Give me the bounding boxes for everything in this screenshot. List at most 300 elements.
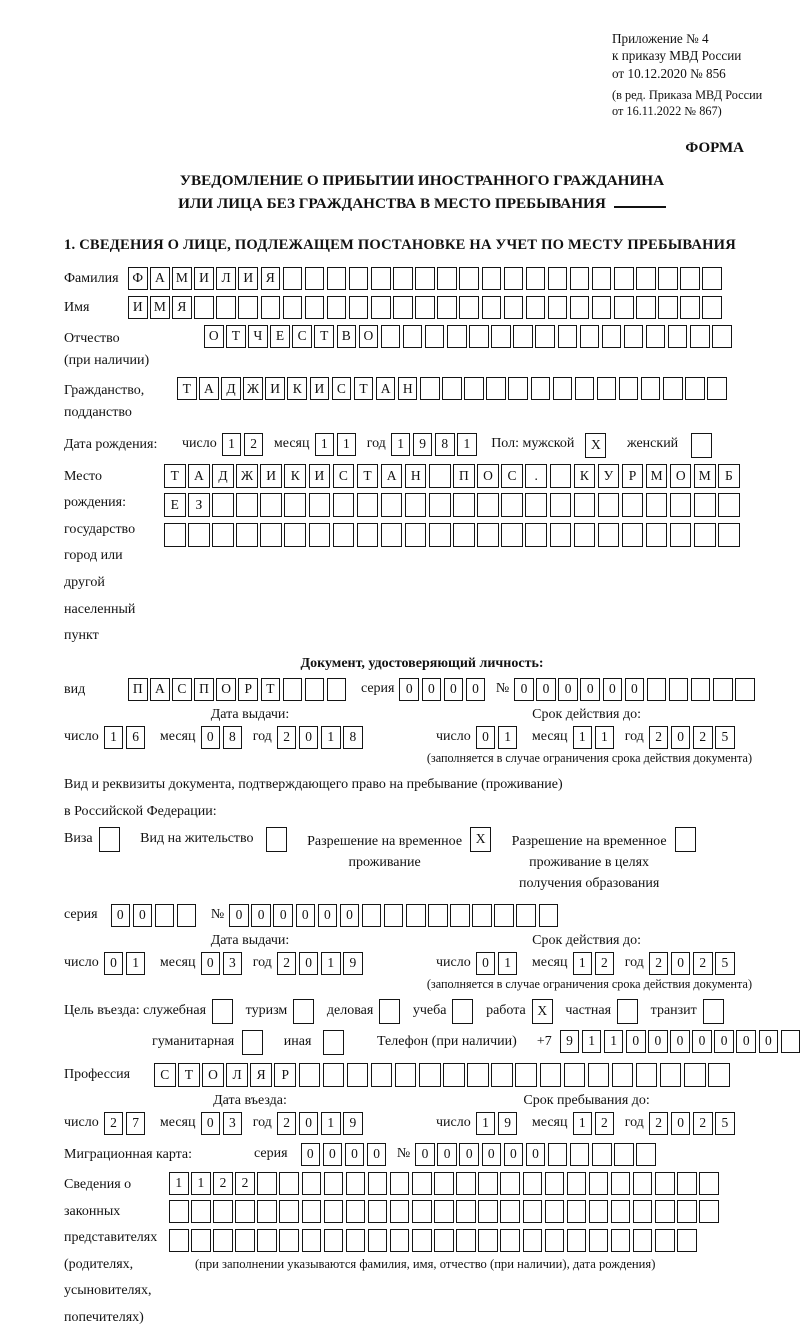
char-cell[interactable] <box>242 1030 263 1055</box>
sex-male-checkbox[interactable] <box>585 433 609 458</box>
char-cell[interactable] <box>694 523 716 547</box>
char-cell[interactable]: 0 <box>514 678 534 701</box>
char-cell[interactable]: 1 <box>104 726 124 749</box>
char-cell[interactable]: 2 <box>244 433 264 456</box>
char-cell[interactable] <box>346 1229 366 1252</box>
char-cell[interactable]: 0 <box>399 678 419 701</box>
char-cell[interactable] <box>718 523 740 547</box>
stay-year-input[interactable] <box>649 1112 737 1135</box>
char-cell[interactable] <box>357 493 379 517</box>
char-cell[interactable]: А <box>188 464 210 488</box>
char-cell[interactable]: 2 <box>213 1172 233 1195</box>
char-cell[interactable] <box>592 1143 612 1166</box>
char-cell[interactable]: 0 <box>299 726 319 749</box>
char-cell[interactable]: Д <box>221 377 241 400</box>
char-cell[interactable] <box>660 1063 682 1087</box>
char-cell[interactable] <box>592 267 612 290</box>
char-cell[interactable]: 1 <box>573 1112 593 1135</box>
temp-permit-checkbox[interactable] <box>470 827 494 852</box>
char-cell[interactable] <box>452 999 473 1024</box>
char-cell[interactable] <box>504 296 524 319</box>
char-cell[interactable] <box>346 1172 366 1195</box>
representatives-row3-input[interactable] <box>169 1229 721 1252</box>
char-cell[interactable] <box>658 296 678 319</box>
char-cell[interactable] <box>434 1172 454 1195</box>
char-cell[interactable]: 0 <box>648 1030 668 1053</box>
char-cell[interactable]: Т <box>164 464 186 488</box>
char-cell[interactable] <box>567 1200 587 1223</box>
char-cell[interactable] <box>491 1063 513 1087</box>
char-cell[interactable]: Л <box>216 267 236 290</box>
char-cell[interactable]: Ж <box>236 464 258 488</box>
char-cell[interactable] <box>216 296 236 319</box>
char-cell[interactable] <box>279 1172 299 1195</box>
char-cell[interactable]: Т <box>226 325 246 348</box>
char-cell[interactable] <box>622 493 644 517</box>
stay-month-input[interactable] <box>573 1112 617 1135</box>
char-cell[interactable] <box>478 1229 498 1252</box>
char-cell[interactable] <box>636 267 656 290</box>
char-cell[interactable] <box>302 1229 322 1252</box>
char-cell[interactable]: О <box>359 325 379 348</box>
char-cell[interactable] <box>467 1063 489 1087</box>
char-cell[interactable] <box>434 1200 454 1223</box>
char-cell[interactable] <box>428 904 448 927</box>
char-cell[interactable] <box>324 1172 344 1195</box>
char-cell[interactable]: 0 <box>626 1030 646 1053</box>
char-cell[interactable] <box>494 904 514 927</box>
char-cell[interactable] <box>429 493 451 517</box>
purpose-work-checkbox[interactable] <box>532 999 556 1024</box>
char-cell[interactable]: И <box>238 267 258 290</box>
char-cell[interactable] <box>459 296 479 319</box>
char-cell[interactable] <box>636 1063 658 1087</box>
id-valid-year-input[interactable] <box>649 726 737 749</box>
char-cell[interactable] <box>257 1229 277 1252</box>
char-cell[interactable] <box>456 1200 476 1223</box>
char-cell[interactable] <box>589 1172 609 1195</box>
char-cell[interactable] <box>453 493 475 517</box>
char-cell[interactable] <box>535 325 555 348</box>
char-cell[interactable] <box>393 267 413 290</box>
char-cell[interactable]: 0 <box>670 1030 690 1053</box>
char-cell[interactable] <box>213 1229 233 1252</box>
char-cell[interactable]: 0 <box>580 678 600 701</box>
char-cell[interactable] <box>260 523 282 547</box>
char-cell[interactable] <box>420 377 440 400</box>
char-cell[interactable] <box>633 1200 653 1223</box>
char-cell[interactable]: X <box>585 433 606 458</box>
char-cell[interactable] <box>677 1200 697 1223</box>
char-cell[interactable] <box>191 1200 211 1223</box>
char-cell[interactable]: 0 <box>466 678 486 701</box>
char-cell[interactable]: И <box>310 377 330 400</box>
char-cell[interactable]: 0 <box>625 678 645 701</box>
char-cell[interactable]: И <box>128 296 148 319</box>
char-cell[interactable]: С <box>333 464 355 488</box>
char-cell[interactable] <box>592 296 612 319</box>
char-cell[interactable] <box>574 493 596 517</box>
char-cell[interactable]: 1 <box>573 726 593 749</box>
char-cell[interactable] <box>469 325 489 348</box>
char-cell[interactable]: 1 <box>391 433 411 456</box>
char-cell[interactable] <box>663 377 683 400</box>
char-cell[interactable] <box>384 904 404 927</box>
char-cell[interactable]: 5 <box>715 952 735 975</box>
char-cell[interactable] <box>712 325 732 348</box>
char-cell[interactable]: 0 <box>111 904 131 927</box>
char-cell[interactable]: Я <box>250 1063 272 1087</box>
char-cell[interactable] <box>523 1200 543 1223</box>
representatives-row1-input[interactable] <box>169 1172 721 1195</box>
char-cell[interactable] <box>680 267 700 290</box>
char-cell[interactable]: 1 <box>595 726 615 749</box>
char-cell[interactable] <box>580 325 600 348</box>
char-cell[interactable] <box>212 523 234 547</box>
id-doc-type-input[interactable] <box>128 678 349 701</box>
char-cell[interactable] <box>283 296 303 319</box>
char-cell[interactable] <box>212 493 234 517</box>
char-cell[interactable] <box>327 678 347 701</box>
char-cell[interactable] <box>691 678 711 701</box>
char-cell[interactable] <box>257 1200 277 1223</box>
char-cell[interactable] <box>357 523 379 547</box>
char-cell[interactable] <box>501 493 523 517</box>
char-cell[interactable] <box>633 1229 653 1252</box>
char-cell[interactable] <box>235 1200 255 1223</box>
char-cell[interactable]: 0 <box>692 1030 712 1053</box>
char-cell[interactable] <box>646 325 666 348</box>
char-cell[interactable]: С <box>154 1063 176 1087</box>
char-cell[interactable]: 2 <box>104 1112 124 1135</box>
char-cell[interactable] <box>617 999 638 1024</box>
char-cell[interactable]: С <box>292 325 312 348</box>
char-cell[interactable] <box>381 523 403 547</box>
char-cell[interactable]: 2 <box>649 726 669 749</box>
char-cell[interactable]: П <box>194 678 214 701</box>
char-cell[interactable]: 1 <box>169 1172 189 1195</box>
edu-permit-checkbox[interactable] <box>675 827 699 852</box>
permit-number-input[interactable] <box>229 904 560 927</box>
char-cell[interactable] <box>177 904 197 927</box>
char-cell[interactable] <box>677 1172 697 1195</box>
char-cell[interactable]: Р <box>238 678 258 701</box>
char-cell[interactable] <box>309 493 331 517</box>
char-cell[interactable] <box>668 325 688 348</box>
char-cell[interactable] <box>456 1172 476 1195</box>
char-cell[interactable]: 3 <box>223 952 243 975</box>
char-cell[interactable]: 0 <box>296 904 316 927</box>
char-cell[interactable]: 2 <box>649 1112 669 1135</box>
char-cell[interactable]: У <box>598 464 620 488</box>
char-cell[interactable] <box>504 267 524 290</box>
char-cell[interactable]: З <box>188 493 210 517</box>
char-cell[interactable] <box>415 296 435 319</box>
char-cell[interactable] <box>539 904 559 927</box>
char-cell[interactable]: О <box>670 464 692 488</box>
char-cell[interactable] <box>284 493 306 517</box>
char-cell[interactable] <box>598 493 620 517</box>
char-cell[interactable] <box>459 267 479 290</box>
char-cell[interactable]: 1 <box>191 1172 211 1195</box>
char-cell[interactable]: 0 <box>340 904 360 927</box>
char-cell[interactable] <box>238 296 258 319</box>
char-cell[interactable] <box>500 1172 520 1195</box>
char-cell[interactable]: 9 <box>560 1030 580 1053</box>
char-cell[interactable] <box>558 325 578 348</box>
char-cell[interactable] <box>655 1229 675 1252</box>
char-cell[interactable] <box>548 296 568 319</box>
birthplace-row2-input[interactable] <box>164 493 742 517</box>
char-cell[interactable] <box>155 904 175 927</box>
char-cell[interactable] <box>260 493 282 517</box>
char-cell[interactable]: Е <box>270 325 290 348</box>
char-cell[interactable] <box>478 1200 498 1223</box>
permit-valid-month-input[interactable] <box>573 952 617 975</box>
char-cell[interactable] <box>362 904 382 927</box>
char-cell[interactable] <box>707 377 727 400</box>
birth-day-input[interactable] <box>222 433 266 456</box>
char-cell[interactable]: 1 <box>126 952 146 975</box>
char-cell[interactable]: И <box>265 377 285 400</box>
char-cell[interactable] <box>412 1200 432 1223</box>
char-cell[interactable]: 0 <box>671 952 691 975</box>
char-cell[interactable] <box>545 1172 565 1195</box>
char-cell[interactable] <box>670 523 692 547</box>
permit-valid-day-input[interactable] <box>476 952 520 975</box>
char-cell[interactable]: 0 <box>201 726 221 749</box>
char-cell[interactable]: . <box>525 464 547 488</box>
char-cell[interactable] <box>525 523 547 547</box>
char-cell[interactable]: И <box>260 464 282 488</box>
char-cell[interactable] <box>633 1172 653 1195</box>
char-cell[interactable] <box>699 1172 719 1195</box>
char-cell[interactable]: 6 <box>126 726 146 749</box>
char-cell[interactable]: 0 <box>476 952 496 975</box>
char-cell[interactable] <box>540 1063 562 1087</box>
char-cell[interactable] <box>553 377 573 400</box>
birth-month-input[interactable] <box>315 433 359 456</box>
id-issue-day-input[interactable] <box>104 726 148 749</box>
char-cell[interactable]: 1 <box>337 433 357 456</box>
char-cell[interactable] <box>405 493 427 517</box>
char-cell[interactable] <box>327 267 347 290</box>
char-cell[interactable] <box>434 1229 454 1252</box>
char-cell[interactable]: Ф <box>128 267 148 290</box>
char-cell[interactable] <box>191 1229 211 1252</box>
char-cell[interactable] <box>548 1143 568 1166</box>
char-cell[interactable]: 2 <box>595 1112 615 1135</box>
purpose-transit-checkbox[interactable] <box>703 999 727 1024</box>
char-cell[interactable] <box>570 267 590 290</box>
char-cell[interactable] <box>323 1030 344 1055</box>
char-cell[interactable]: Е <box>164 493 186 517</box>
char-cell[interactable]: 2 <box>235 1172 255 1195</box>
stay-day-input[interactable] <box>476 1112 520 1135</box>
entry-year-input[interactable] <box>277 1112 365 1135</box>
char-cell[interactable]: 0 <box>482 1143 502 1166</box>
char-cell[interactable]: 1 <box>321 726 341 749</box>
char-cell[interactable]: М <box>646 464 668 488</box>
purpose-private-checkbox[interactable] <box>617 999 641 1024</box>
char-cell[interactable]: К <box>574 464 596 488</box>
char-cell[interactable] <box>636 1143 656 1166</box>
char-cell[interactable] <box>302 1200 322 1223</box>
char-cell[interactable] <box>691 433 712 458</box>
char-cell[interactable] <box>523 1172 543 1195</box>
char-cell[interactable] <box>598 523 620 547</box>
sex-female-checkbox[interactable] <box>691 433 715 458</box>
char-cell[interactable]: Р <box>274 1063 296 1087</box>
char-cell[interactable]: А <box>150 678 170 701</box>
char-cell[interactable]: 1 <box>582 1030 602 1053</box>
char-cell[interactable] <box>390 1172 410 1195</box>
char-cell[interactable] <box>279 1229 299 1252</box>
char-cell[interactable]: С <box>501 464 523 488</box>
char-cell[interactable] <box>347 1063 369 1087</box>
purpose-humanitarian-checkbox[interactable] <box>242 1030 266 1055</box>
char-cell[interactable] <box>675 827 696 852</box>
char-cell[interactable]: 0 <box>301 1143 321 1166</box>
char-cell[interactable] <box>283 267 303 290</box>
permit-issue-year-input[interactable] <box>277 952 365 975</box>
purpose-business-checkbox[interactable] <box>212 999 236 1024</box>
char-cell[interactable] <box>575 377 595 400</box>
char-cell[interactable] <box>670 493 692 517</box>
char-cell[interactable]: X <box>532 999 553 1024</box>
char-cell[interactable]: 1 <box>498 952 518 975</box>
char-cell[interactable] <box>699 1200 719 1223</box>
char-cell[interactable] <box>646 493 668 517</box>
char-cell[interactable] <box>703 999 724 1024</box>
char-cell[interactable] <box>456 1229 476 1252</box>
char-cell[interactable] <box>564 1063 586 1087</box>
char-cell[interactable] <box>624 325 644 348</box>
char-cell[interactable] <box>266 827 287 852</box>
char-cell[interactable]: А <box>381 464 403 488</box>
char-cell[interactable]: 1 <box>315 433 335 456</box>
char-cell[interactable]: Т <box>177 377 197 400</box>
char-cell[interactable] <box>368 1229 388 1252</box>
char-cell[interactable] <box>513 325 533 348</box>
char-cell[interactable] <box>570 1143 590 1166</box>
char-cell[interactable]: 9 <box>343 1112 363 1135</box>
char-cell[interactable] <box>324 1200 344 1223</box>
char-cell[interactable] <box>429 523 451 547</box>
char-cell[interactable] <box>614 296 634 319</box>
char-cell[interactable] <box>611 1172 631 1195</box>
char-cell[interactable] <box>702 267 722 290</box>
char-cell[interactable]: А <box>199 377 219 400</box>
permit-issue-month-input[interactable] <box>201 952 245 975</box>
char-cell[interactable] <box>235 1229 255 1252</box>
char-cell[interactable] <box>442 377 462 400</box>
char-cell[interactable]: 0 <box>536 678 556 701</box>
permit-issue-day-input[interactable] <box>104 952 148 975</box>
char-cell[interactable] <box>669 678 689 701</box>
char-cell[interactable]: 0 <box>201 952 221 975</box>
char-cell[interactable]: 7 <box>126 1112 146 1135</box>
char-cell[interactable]: 1 <box>457 433 477 456</box>
char-cell[interactable] <box>169 1200 189 1223</box>
char-cell[interactable] <box>99 827 120 852</box>
char-cell[interactable]: 0 <box>299 1112 319 1135</box>
char-cell[interactable] <box>567 1172 587 1195</box>
char-cell[interactable]: 0 <box>318 904 338 927</box>
citizenship-input[interactable] <box>177 377 729 400</box>
char-cell[interactable] <box>589 1200 609 1223</box>
char-cell[interactable] <box>477 523 499 547</box>
char-cell[interactable] <box>299 1063 321 1087</box>
char-cell[interactable]: Б <box>718 464 740 488</box>
char-cell[interactable] <box>545 1229 565 1252</box>
char-cell[interactable] <box>570 296 590 319</box>
char-cell[interactable]: С <box>172 678 192 701</box>
char-cell[interactable]: Т <box>178 1063 200 1087</box>
char-cell[interactable] <box>523 1229 543 1252</box>
char-cell[interactable] <box>525 493 547 517</box>
char-cell[interactable] <box>478 1172 498 1195</box>
char-cell[interactable] <box>611 1200 631 1223</box>
char-cell[interactable] <box>508 377 528 400</box>
char-cell[interactable] <box>390 1200 410 1223</box>
char-cell[interactable]: Д <box>212 464 234 488</box>
char-cell[interactable] <box>690 325 710 348</box>
char-cell[interactable]: 2 <box>649 952 669 975</box>
char-cell[interactable]: Н <box>405 464 427 488</box>
char-cell[interactable]: 1 <box>222 433 242 456</box>
char-cell[interactable]: 8 <box>223 726 243 749</box>
birthplace-row1-input[interactable] <box>164 464 742 488</box>
char-cell[interactable]: Я <box>261 267 281 290</box>
char-cell[interactable] <box>419 1063 441 1087</box>
char-cell[interactable]: М <box>694 464 716 488</box>
char-cell[interactable]: К <box>287 377 307 400</box>
char-cell[interactable]: Т <box>357 464 379 488</box>
char-cell[interactable]: 1 <box>604 1030 624 1053</box>
char-cell[interactable] <box>548 267 568 290</box>
char-cell[interactable]: 1 <box>498 726 518 749</box>
permit-valid-year-input[interactable] <box>649 952 737 975</box>
char-cell[interactable] <box>614 267 634 290</box>
char-cell[interactable] <box>718 493 740 517</box>
char-cell[interactable] <box>684 1063 706 1087</box>
migration-series-input[interactable] <box>301 1143 389 1166</box>
char-cell[interactable] <box>694 493 716 517</box>
char-cell[interactable]: Н <box>398 377 418 400</box>
char-cell[interactable]: К <box>284 464 306 488</box>
char-cell[interactable] <box>194 296 214 319</box>
char-cell[interactable] <box>516 904 536 927</box>
char-cell[interactable]: М <box>150 296 170 319</box>
char-cell[interactable] <box>636 296 656 319</box>
char-cell[interactable]: 9 <box>413 433 433 456</box>
char-cell[interactable]: 0 <box>504 1143 524 1166</box>
char-cell[interactable] <box>371 1063 393 1087</box>
char-cell[interactable] <box>501 523 523 547</box>
char-cell[interactable] <box>236 493 258 517</box>
char-cell[interactable] <box>531 377 551 400</box>
char-cell[interactable] <box>702 296 722 319</box>
char-cell[interactable] <box>324 1229 344 1252</box>
char-cell[interactable] <box>658 267 678 290</box>
purpose-other-checkbox[interactable] <box>323 1030 347 1055</box>
id-valid-month-input[interactable] <box>573 726 617 749</box>
char-cell[interactable]: О <box>204 325 224 348</box>
char-cell[interactable]: О <box>216 678 236 701</box>
char-cell[interactable] <box>212 999 233 1024</box>
char-cell[interactable] <box>482 296 502 319</box>
